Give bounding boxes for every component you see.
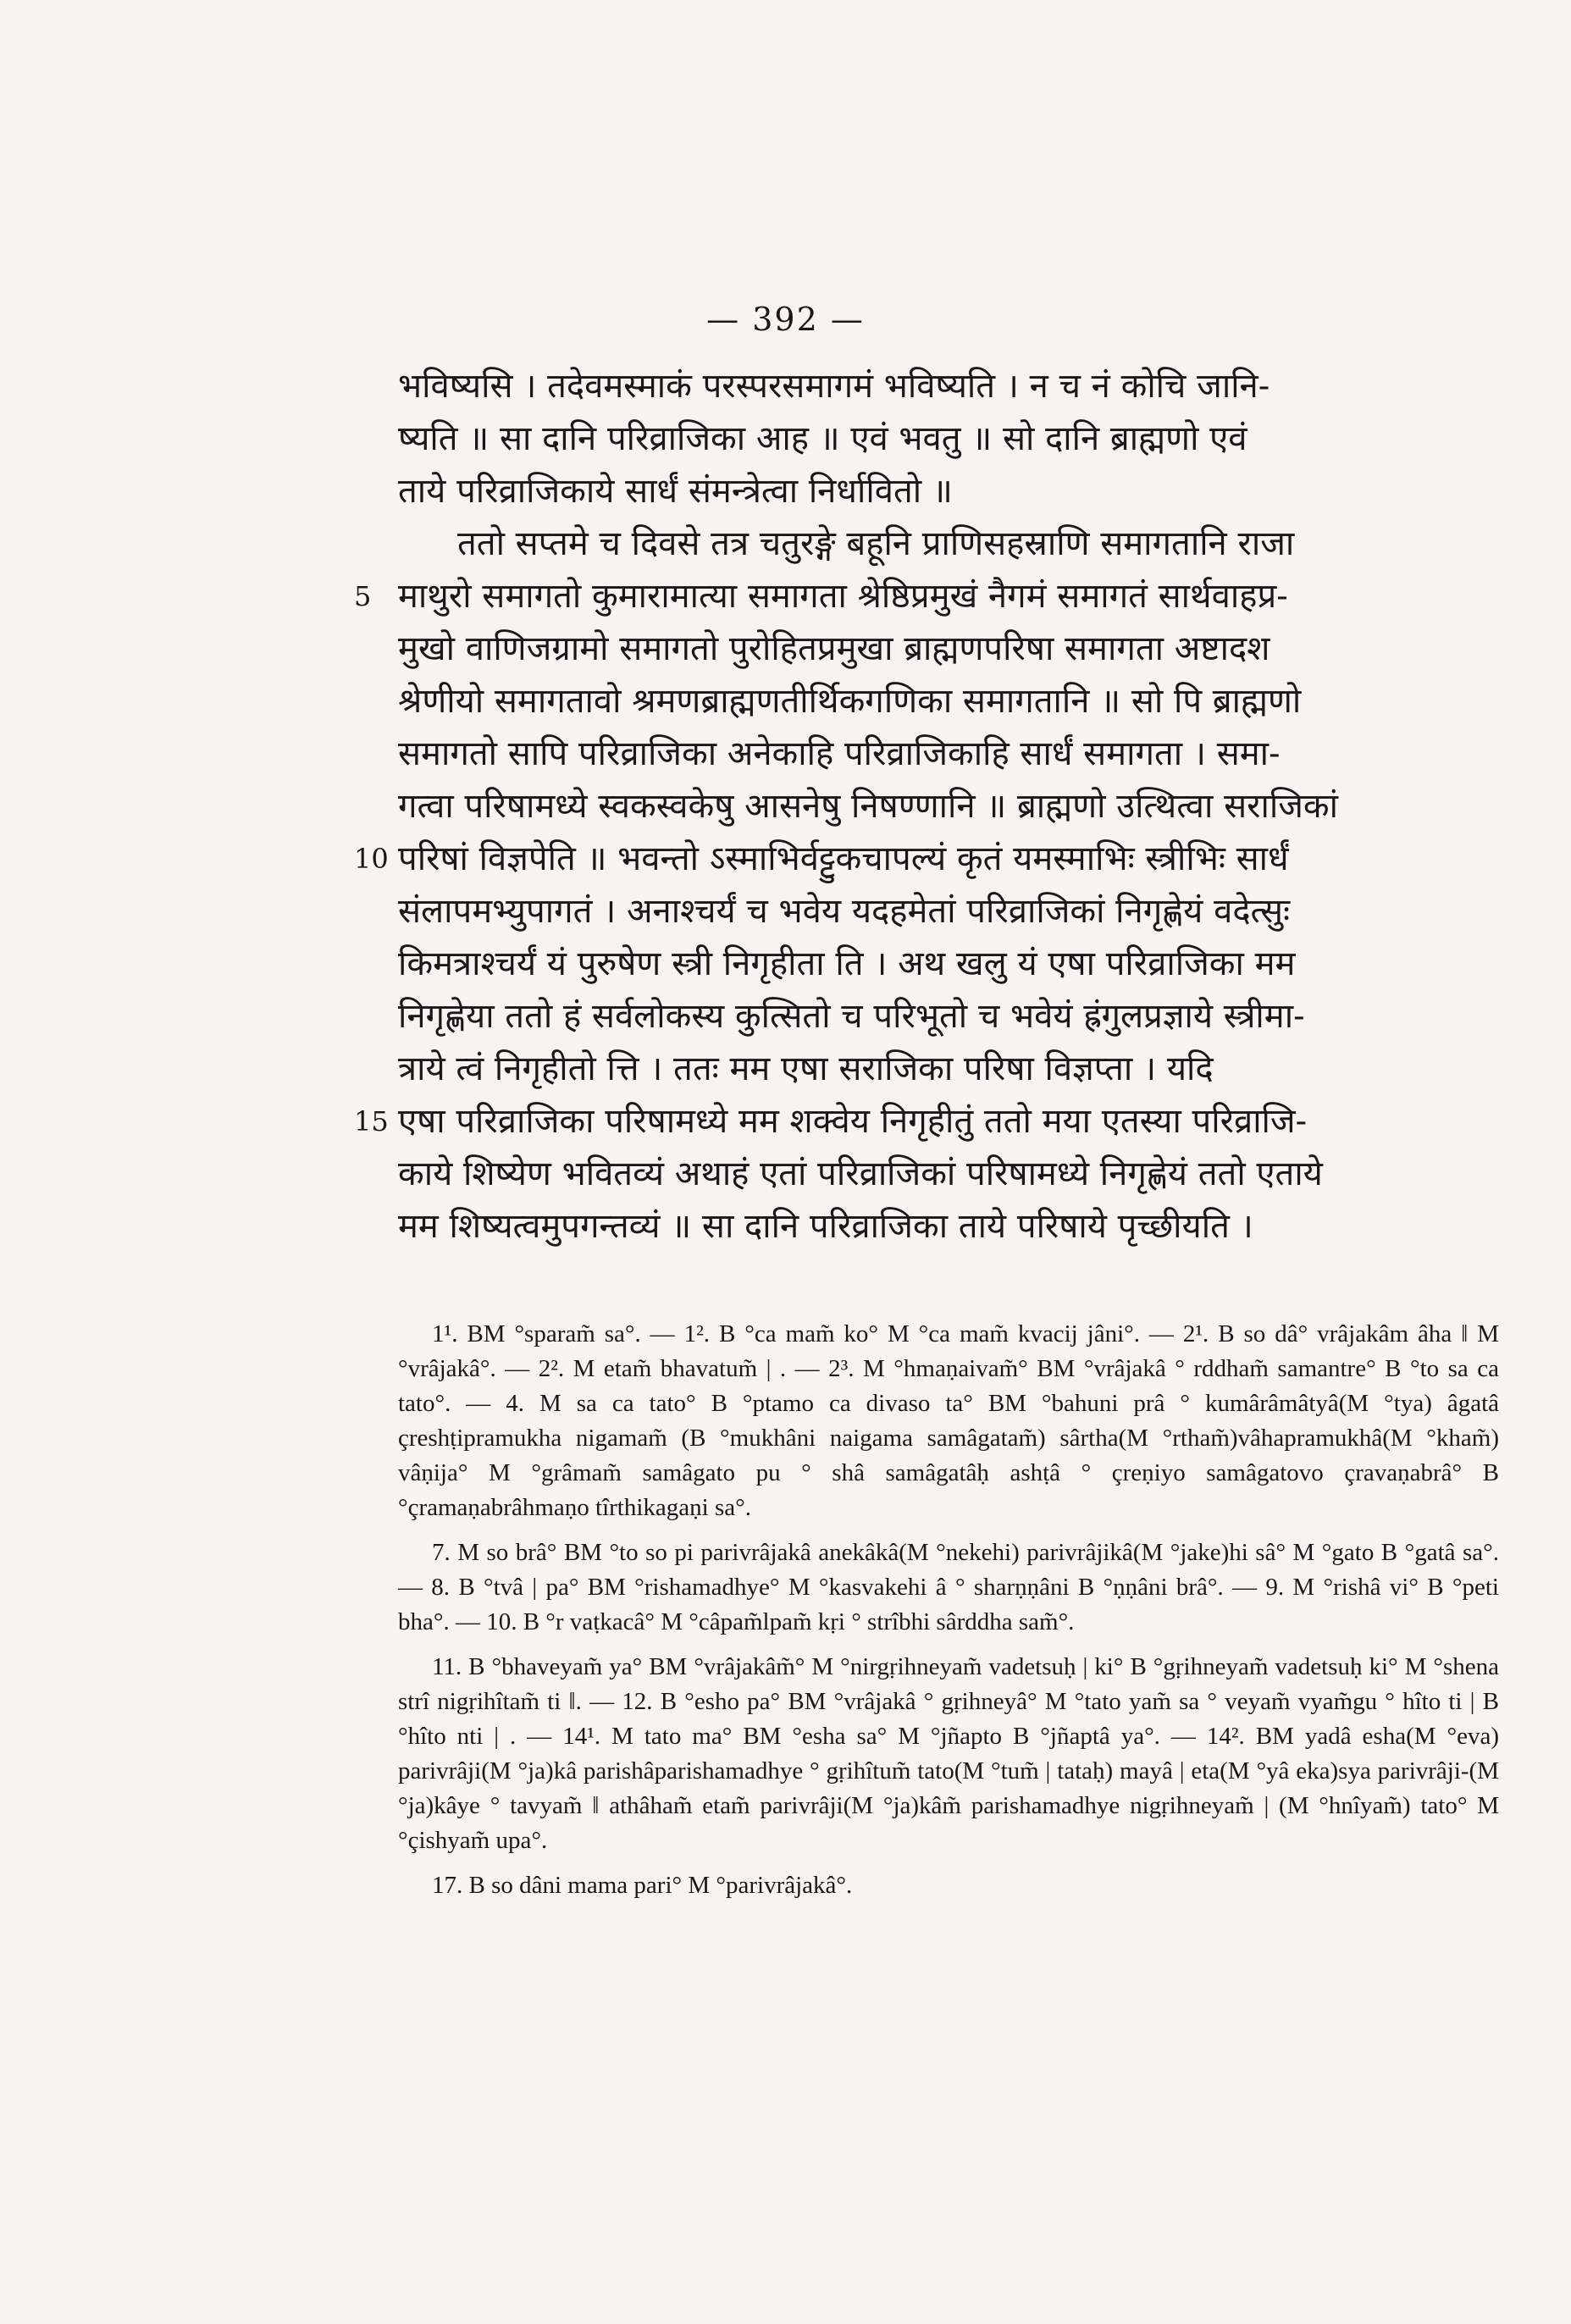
text-line — [398, 1148, 1499, 1200]
text-line — [354, 1095, 1499, 1148]
text-line — [354, 833, 1499, 885]
line-number: 15 — [354, 1105, 389, 1137]
footnote: 1¹. BM °sparam̃ sa°. — 1². B °ca mam̃ ko° M °ca mam̃ kvacij jâni°. — 2¹. B so dâ° vrâjakâm âha ‖ M °vrâjakâ°. — 2². M etam̃ bhavatum̃ | . — 2³. M °hmaṇaivam̃° BM °vrâjakâ ° rddham̃ samantre° B °to sa ca tato°. — 4. M sa ca tato° B °ptamo ca divaso ta° BM °bahuni prâ ° kumârâmâtyâ(M °tya) âgatâ çreshṭipramukha nigamam̃ (B °mukhâni naigama samâgatam̃) sârtha(M °rtham̃)vâhapramukhâ(M °kham̃) vâṇija° M °grâmam̃ samâgato pu ° shâ samâgatâḥ ashṭâ ° çreṇiyo samâgatovo çravaṇabrâ° B °çramaṇabrâhmaṇo tîrthikagaṇi sa°. — [398, 1320, 1499, 1521]
line-text: काये शिष्येण भवितव्यं अथाहं एतां परिव्राजिकां परिषामध्ये निगृह्णेयं ततो एताये — [398, 1154, 1323, 1193]
line-text: माथुरो समागतो कुमारामात्या समागता श्रेष्ठिप्रमुखं नैगमं समागतं सार्थवाहप्र- — [398, 577, 1288, 616]
line-text: समागतो सापि परिव्राजिका अनेकाहि परिव्राजिकाहि सार्धं समागता । समा- — [398, 734, 1281, 773]
line-text: परिषां विज्ञपेति ॥ भवन्तो ऽस्माभिर्वट्टुकचापल्यं कृतं यमस्माभिः स्त्रीभिः सार्धं — [398, 839, 1289, 878]
line-text: मम शिष्यत्वमुपगन्तव्यं ॥ सा दानि परिव्राजिका ताये परिषाये पृच्छीयति । — [398, 1207, 1253, 1246]
text-line — [398, 1043, 1499, 1095]
line-text: निगृह्णेया ततो हं सर्वलोकस्य कुत्सितो च परिभूतो च भवेयं ह्रंगुलप्रज्ञाये स्त्रीमा- — [398, 997, 1305, 1036]
line-number: 10 — [354, 843, 389, 875]
line-text: ताये परिव्राजिकाये सार्धं संमन्त्रेत्वा निर्धावितो ॥ — [398, 472, 953, 511]
text-line — [398, 675, 1499, 728]
line-text: भविष्यसि । तदेवमस्माकं परस्परसमागमं भविष्यति । न च नं कोचि जानि- — [398, 367, 1270, 406]
line-text: त्राये त्वं निगृहीतो त्ति । ततः मम एषा सराजिका परिषा विज्ञप्ता । यदि — [398, 1049, 1214, 1088]
main-text-block — [354, 360, 1499, 1253]
line-text: श्रेणीयो समागतावो श्रमणब्राह्मणतीर्थिकगणिका समागतानि ॥ सो पि ब्राह्मणो — [398, 682, 1302, 721]
footnote: 11. B °bhaveyam̃ ya° BM °vrâjakâm̃° M °nirgṛihneyam̃ vadetsuḥ | ki° B °gṛihneyam̃ vadetsuḥ ki° M °shena strî nigṛihîtam̃ ti ‖. — 12. B °esho pa° BM °vrâjakâ ° gṛihneyâ° M °tato yam̃ sa ° veyam̃ vyam̃gu ° hîto ti | B °hîto nti | . — 14¹. M tato ma° BM °esha sa° M °jñapto B °jñaptâ ya°. — 14². BM yadâ esha(M °eva) parivrâji(M °ja)kâ parishâparishamadhye ° gṛihîtum̃ tato(M °tum̃ | tataḥ) mayâ | eta(M °yâ eka)sya parivrâji-(M °ja)kâye ° tavyam̃ ‖ athâham̃ etam̃ parivrâji(M °ja)kâm̃ parishamadhye nigṛihneyam̃ | (M °hnîyam̃) tato° M °çishyam̃ upa°. — [398, 1653, 1499, 1854]
text-line — [398, 885, 1499, 938]
text-line — [398, 360, 1499, 412]
text-line — [354, 570, 1499, 622]
text-line — [398, 728, 1499, 780]
line-text: गत्वा परिषामध्ये स्वकस्वकेषु आसनेषु निषण्णानि ॥ ब्राह्मणो उत्थित्वा सराजिकां — [398, 787, 1338, 826]
page-number: — 392 — — [706, 301, 865, 338]
line-text: मुखो वाणिजग्रामो समागतो पुरोहितप्रमुखा ब्राह्मणपरिषा समागता अष्टादश — [398, 629, 1270, 668]
text-line — [398, 517, 1499, 570]
text-line — [398, 990, 1499, 1043]
line-text: ष्यति ॥ सा दानि परिव्राजिका आह ॥ एवं भवतु ॥ सो दानि ब्राह्मणो एवं — [398, 419, 1247, 458]
footnote: 7. M so brâ° BM °to so pi parivrâjakâ anekâkâ(M °nekehi) parivrâjikâ(M °jake)hi sâ° M °gato B °gatâ sa°. — 8. B °tvâ | pa° BM °rishamadhye° M °kasvakehi â ° sharṇṇâni B °ṇṇâni brâ°. — 9. M °rishâ vi° B °peti bha°. — 10. B °r vaṭkacâ° M °câpam̃lpam̃ kṛi ° strîbhi sârddha sam̃°. — [398, 1539, 1499, 1635]
text-line — [398, 465, 1499, 517]
text-line — [398, 938, 1499, 990]
line-text: संलापमभ्युपागतं । अनाश्चर्यं च भवेय यदहमेतां परिव्राजिकां निगृह्णेयं वदेत्सुः — [398, 892, 1291, 931]
text-line — [398, 1200, 1499, 1253]
line-number: 5 — [354, 580, 372, 612]
footnotes-block — [398, 1317, 1499, 1913]
line-text: एषा परिव्राजिका परिषामध्ये मम शक्वेय निगृहीतुं ततो मया एतस्या परिव्राजि- — [398, 1102, 1308, 1141]
text-line — [398, 412, 1499, 465]
text-line — [398, 622, 1499, 675]
line-text: किमत्राश्चर्यं यं पुरुषेण स्त्री निगृहीता ति । अथ खलु यं एषा परिव्राजिका मम — [398, 944, 1296, 983]
line-text: ततो सप्तमे च दिवसे तत्र चतुरङ्गे बहूनि प्राणिसहस्राणि समागतानि राजा — [457, 524, 1295, 563]
footnote: 17. B so dâni mama pari° M °parivrâjakâ°. — [432, 1872, 853, 1899]
text-line — [398, 780, 1499, 833]
